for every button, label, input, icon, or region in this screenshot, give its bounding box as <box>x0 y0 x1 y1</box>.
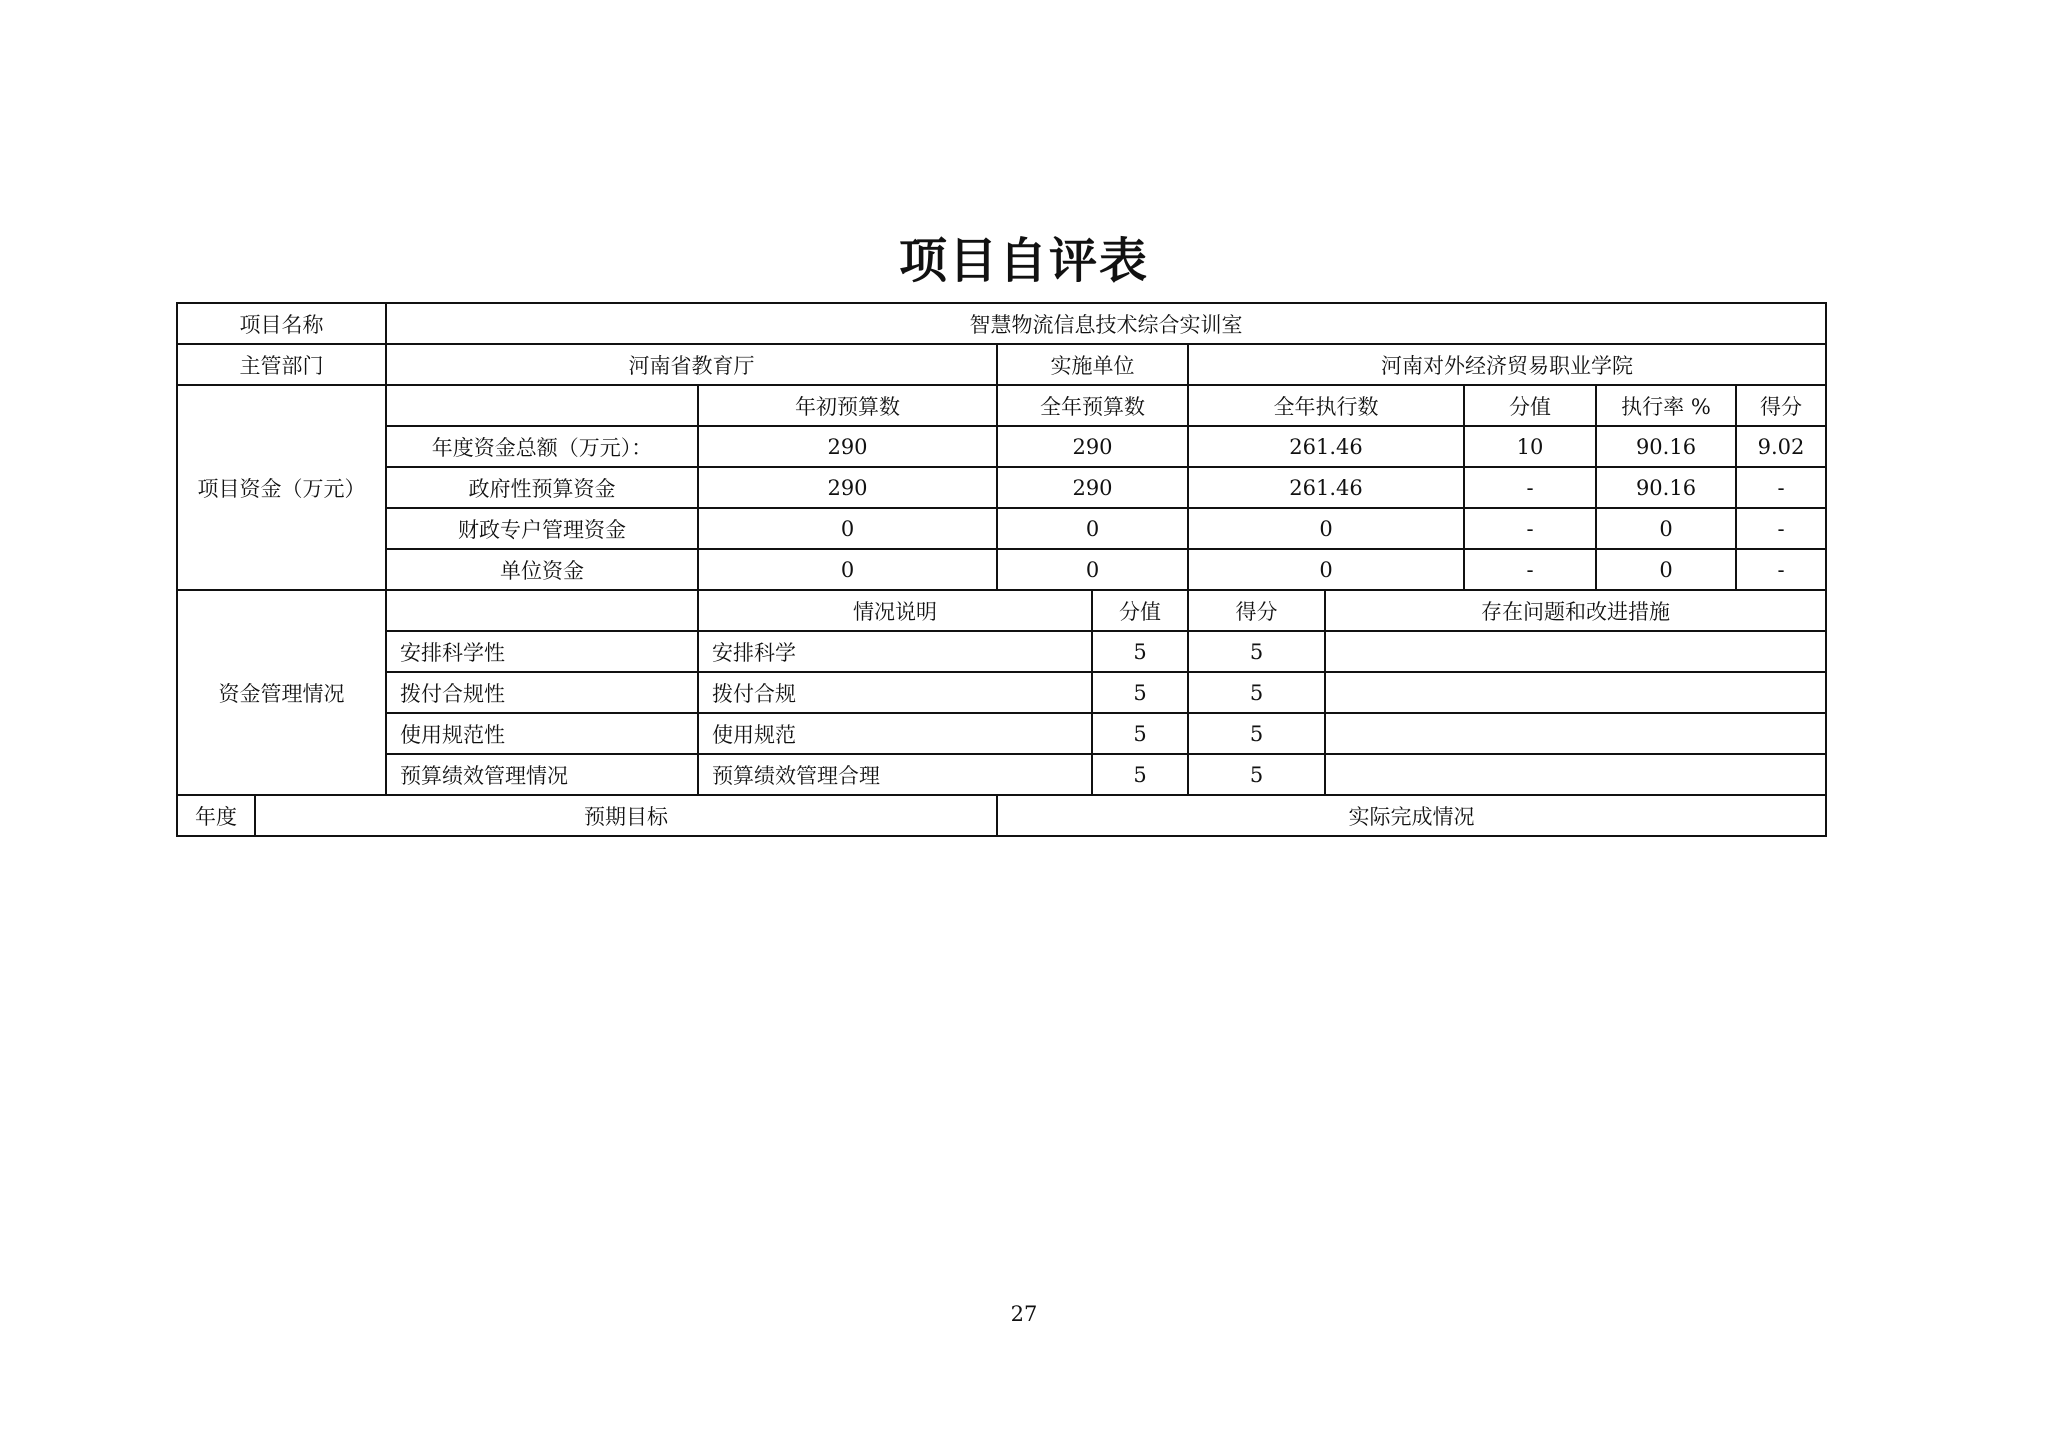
row-divider <box>176 384 1827 386</box>
funds-cell: 290 <box>1072 475 1113 500</box>
row-divider <box>385 630 1827 632</box>
funds-row-label: 年度资金总额（万元）： <box>431 435 653 460</box>
funds-cell: 261.46 <box>1289 434 1363 459</box>
management-got: 5 <box>1249 721 1264 746</box>
col-divider <box>1595 384 1597 590</box>
table-border-bottom <box>176 835 1827 837</box>
table-border-left <box>176 302 178 837</box>
management-got: 5 <box>1249 639 1264 664</box>
funds-cell: 0 <box>840 516 855 541</box>
funds-cell: 261.46 <box>1289 475 1363 500</box>
col-divider <box>996 794 998 837</box>
management-row-label: 安排科学性 <box>400 640 505 665</box>
goals-year-label: 年度 <box>195 804 237 829</box>
funds-cell: - <box>1526 516 1534 541</box>
col-divider <box>385 302 387 795</box>
row-divider <box>385 712 1827 714</box>
row-divider <box>176 343 1827 345</box>
management-header: 情况说明 <box>853 599 937 624</box>
page-title: 项目自评表 <box>898 233 1149 289</box>
management-header: 分值 <box>1119 599 1161 624</box>
row-divider <box>385 466 1827 468</box>
management-got: 5 <box>1249 762 1264 787</box>
impl-unit-value: 河南对外经济贸易职业学院 <box>1381 353 1633 378</box>
funds-cell: 0 <box>1659 516 1673 541</box>
funds-cell: 90.16 <box>1635 475 1697 500</box>
funds-cell: - <box>1526 557 1534 582</box>
table-border-top <box>176 302 1827 304</box>
funds-cell: 290 <box>827 475 868 500</box>
management-score: 5 <box>1133 762 1147 787</box>
management-desc: 拨付合规 <box>712 681 796 706</box>
management-issues <box>1325 631 1826 672</box>
management-got: 5 <box>1249 680 1264 705</box>
funds-cell: - <box>1777 557 1785 582</box>
col-divider <box>1324 589 1326 795</box>
col-divider <box>1463 384 1465 590</box>
row-divider <box>385 671 1827 673</box>
management-issues <box>1325 713 1826 754</box>
management-row-label: 预算绩效管理情况 <box>400 763 568 788</box>
table-border-right <box>1825 302 1827 837</box>
funds-cell: - <box>1777 475 1785 500</box>
management-desc: 使用规范 <box>712 722 796 747</box>
management-desc: 预算绩效管理合理 <box>712 763 880 788</box>
funds-header: 全年预算数 <box>1040 394 1145 419</box>
funds-header: 分值 <box>1509 394 1551 419</box>
col-divider <box>1187 343 1189 795</box>
management-desc: 安排科学 <box>712 640 796 665</box>
goals-target-label: 预期目标 <box>584 804 668 829</box>
funds-cell: 0 <box>1319 516 1333 541</box>
project-name-value: 智慧物流信息技术综合实训室 <box>969 312 1243 337</box>
row-divider <box>385 507 1827 509</box>
funds-cell: - <box>1777 516 1785 541</box>
funds-row-label: 财政专户管理资金 <box>458 517 626 542</box>
funds-header: 执行率 % <box>1621 394 1711 419</box>
col-divider <box>996 343 998 590</box>
management-header: 得分 <box>1235 599 1278 624</box>
funds-cell: 0 <box>1659 557 1673 582</box>
management-section-label: 资金管理情况 <box>218 681 345 706</box>
project-name-label: 项目名称 <box>239 312 324 337</box>
impl-unit-label: 实施单位 <box>1050 353 1135 378</box>
dept-label: 主管部门 <box>239 353 324 378</box>
management-issues <box>1325 672 1826 713</box>
col-divider <box>254 794 256 837</box>
row-divider <box>385 753 1827 755</box>
row-divider <box>176 794 1827 796</box>
goals-actual-label: 实际完成情况 <box>1348 804 1475 829</box>
management-score: 5 <box>1133 680 1147 705</box>
funds-cell: - <box>1526 475 1534 500</box>
page-number: 27 <box>1010 1302 1038 1326</box>
row-divider <box>385 425 1827 427</box>
funds-header: 全年执行数 <box>1273 394 1379 419</box>
management-issues <box>1325 754 1826 795</box>
funds-row-label: 政府性预算资金 <box>468 476 616 501</box>
funds-cell: 0 <box>840 557 855 582</box>
col-divider <box>1091 589 1093 795</box>
funds-cell: 9.02 <box>1757 434 1805 459</box>
funds-cell: 10 <box>1516 434 1544 459</box>
management-score: 5 <box>1133 639 1147 664</box>
management-row-label: 使用规范性 <box>400 722 505 747</box>
funds-cell: 290 <box>827 434 868 459</box>
funds-cell: 0 <box>1085 516 1100 541</box>
funds-cell: 90.16 <box>1635 434 1697 459</box>
col-divider <box>1735 384 1737 590</box>
funds-header: 年初预算数 <box>795 394 900 419</box>
funds-header: 得分 <box>1760 394 1802 419</box>
management-score: 5 <box>1133 721 1147 746</box>
dept-value: 河南省教育厅 <box>628 353 755 378</box>
funds-row-label: 单位资金 <box>500 558 584 583</box>
management-row-label: 拨付合规性 <box>400 681 505 706</box>
funds-section-label: 项目资金（万元） <box>197 476 366 501</box>
funds-cell: 0 <box>1319 557 1333 582</box>
funds-cell: 0 <box>1085 557 1100 582</box>
funds-cell: 290 <box>1072 434 1113 459</box>
management-header: 存在问题和改进措施 <box>1481 599 1670 624</box>
row-divider <box>385 548 1827 550</box>
col-divider <box>697 384 699 795</box>
row-divider <box>176 589 1827 591</box>
